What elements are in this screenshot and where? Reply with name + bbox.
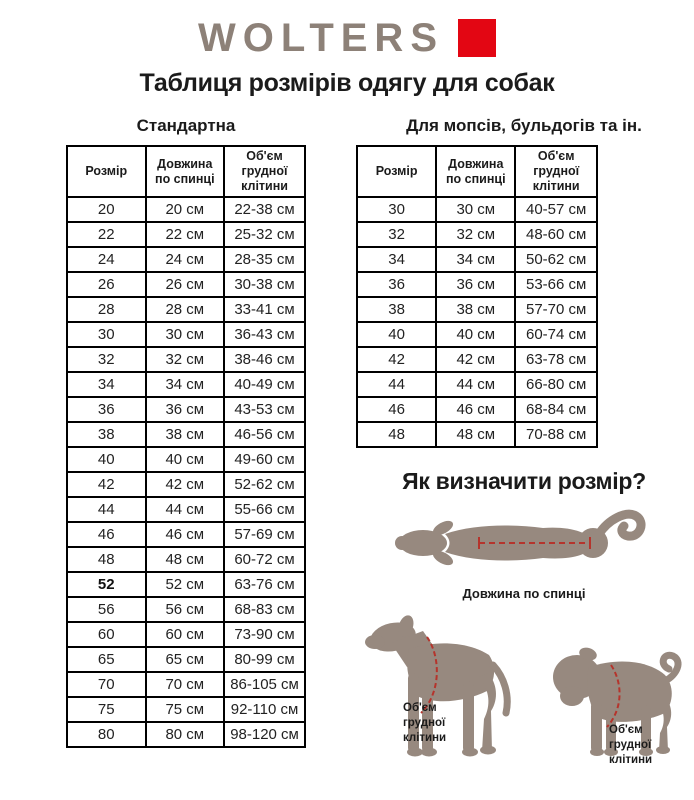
table-cell: 48: [67, 547, 146, 572]
table-row: [67, 447, 305, 472]
table-cell: 34 см: [146, 372, 225, 397]
table-cell: 42: [67, 472, 146, 497]
table-cell: 25-32 см: [224, 222, 305, 247]
table-cell: 22-38 см: [224, 197, 305, 222]
table-cell: 36-43 см: [224, 322, 305, 347]
table-row: [357, 222, 597, 247]
pugs-section: [356, 116, 692, 766]
table-cell: 28: [67, 297, 146, 322]
table-cell: 86-105 см: [224, 672, 305, 697]
table-cell: 44 см: [146, 497, 225, 522]
table-cell: 57-70 см: [515, 297, 597, 322]
table-cell: 43-53 см: [224, 397, 305, 422]
table-cell: 48: [357, 422, 436, 447]
table-cell: 40-57 см: [515, 197, 597, 222]
table-row: [67, 547, 305, 572]
table-cell: 33-41 см: [224, 297, 305, 322]
table-cell: 65: [67, 647, 146, 672]
table-cell: 28-35 см: [224, 247, 305, 272]
table-cell: 40 см: [146, 447, 225, 472]
table-row: [67, 322, 305, 347]
column-header-size: Розмір: [67, 146, 146, 197]
column-header-chest: Об'єм грудної клітини: [224, 146, 305, 197]
table-row: [67, 272, 305, 297]
brand-logo-square-icon: [458, 19, 496, 57]
table-cell: 34 см: [436, 247, 515, 272]
table-cell: 40 см: [436, 322, 515, 347]
table-cell: 40: [67, 447, 146, 472]
table-cell: 56 см: [146, 597, 225, 622]
table-cell: 28 см: [146, 297, 225, 322]
table-cell: 52 см: [146, 572, 225, 597]
back-length-figure: [388, 505, 660, 601]
table-cell: 22 см: [146, 222, 225, 247]
table-cell: 53-66 см: [515, 272, 597, 297]
table-cell: 36: [67, 397, 146, 422]
table-cell: 75: [67, 697, 146, 722]
table-row: [357, 272, 597, 297]
table-cell: 34: [357, 247, 436, 272]
table-cell: 24 см: [146, 247, 225, 272]
table-cell: 65 см: [146, 647, 225, 672]
table-cell: 32 см: [146, 347, 225, 372]
table-cell: 44: [357, 372, 436, 397]
table-cell: 32: [67, 347, 146, 372]
table-row: [67, 622, 305, 647]
table-row: [357, 297, 597, 322]
table-cell: 60-74 см: [515, 322, 597, 347]
guide-title: Як визначити розмір?: [402, 468, 646, 494]
content-columns: [0, 116, 694, 766]
table-cell: 48 см: [146, 547, 225, 572]
table-cell: 57-69 см: [224, 522, 305, 547]
table-header-row: [67, 146, 305, 197]
table-cell: 42 см: [436, 347, 515, 372]
table-cell: 30-38 см: [224, 272, 305, 297]
chest-measure-figures: [356, 611, 692, 766]
table-cell: 98-120 см: [224, 722, 305, 747]
table-row: [67, 647, 305, 672]
table-row: [67, 297, 305, 322]
brand-logo: [0, 14, 694, 62]
table-row: [67, 722, 305, 747]
standard-size-table: [66, 145, 306, 748]
table-cell: 30: [67, 322, 146, 347]
table-row: [67, 597, 305, 622]
table-cell: 34: [67, 372, 146, 397]
table-row: [67, 397, 305, 422]
table-cell: 42 см: [146, 472, 225, 497]
table-cell: 60 см: [146, 622, 225, 647]
table-cell: 60: [67, 622, 146, 647]
table-cell: 20 см: [146, 197, 225, 222]
table-row: [67, 472, 305, 497]
table-cell: 68-84 см: [515, 397, 597, 422]
table-cell: 55-66 см: [224, 497, 305, 522]
pugs-table-title: Для мопсів, бульдогів та ін.: [406, 116, 642, 135]
chest-figure-bulldog: [549, 639, 685, 766]
table-row: [67, 697, 305, 722]
standard-table-title: Стандартна: [136, 116, 236, 135]
table-cell: 38 см: [436, 297, 515, 322]
table-cell: 63-78 см: [515, 347, 597, 372]
table-cell: 70 см: [146, 672, 225, 697]
table-row: [67, 222, 305, 247]
table-cell: 38: [67, 422, 146, 447]
table-cell: 36: [357, 272, 436, 297]
table-cell: 60-72 см: [224, 547, 305, 572]
table-cell: 44: [67, 497, 146, 522]
table-cell: 49-60 см: [224, 447, 305, 472]
table-cell: 46 см: [436, 397, 515, 422]
pugs-size-table: [356, 145, 598, 448]
table-cell: 46: [357, 397, 436, 422]
table-cell: 30 см: [146, 322, 225, 347]
dog-top-view-silhouette-icon: [393, 505, 655, 579]
table-row: [67, 497, 305, 522]
table-cell: 80-99 см: [224, 647, 305, 672]
table-cell: 40: [357, 322, 436, 347]
table-row: [67, 372, 305, 397]
table-cell: 44 см: [436, 372, 515, 397]
column-header-back-length: Довжина по спинці: [146, 146, 225, 197]
column-header-chest: Об'єм грудної клітини: [515, 146, 597, 197]
table-cell: 38 см: [146, 422, 225, 447]
chest-volume-label: Об'єм грудної клітини: [403, 702, 447, 744]
table-row: [357, 397, 597, 422]
table-cell: 80 см: [146, 722, 225, 747]
table-cell: 26: [67, 272, 146, 297]
table-cell: 70: [67, 672, 146, 697]
table-row: [357, 247, 597, 272]
table-cell: 50-62 см: [515, 247, 597, 272]
table-cell: 30: [357, 197, 436, 222]
table-row: [357, 422, 597, 447]
table-cell: 38-46 см: [224, 347, 305, 372]
page-title: Таблиця розмірів одягу для собак: [139, 69, 555, 97]
table-cell: 68-83 см: [224, 597, 305, 622]
table-cell: 92-110 см: [224, 697, 305, 722]
table-row: [67, 422, 305, 447]
column-header-back-length: Довжина по спинці: [436, 146, 515, 197]
table-cell: 63-76 см: [224, 572, 305, 597]
table-cell: 46 см: [146, 522, 225, 547]
table-cell: 38: [357, 297, 436, 322]
table-cell: 24: [67, 247, 146, 272]
brand-logo-text: WOLTERS: [197, 16, 444, 60]
table-row: [357, 197, 597, 222]
table-cell: 75 см: [146, 697, 225, 722]
table-row: [67, 347, 305, 372]
table-row: [67, 197, 305, 222]
table-cell: 52-62 см: [224, 472, 305, 497]
table-row: [357, 372, 597, 397]
table-cell: 73-90 см: [224, 622, 305, 647]
table-cell: 80: [67, 722, 146, 747]
column-header-size: Розмір: [357, 146, 436, 197]
table-row: [357, 347, 597, 372]
table-cell: 46-56 см: [224, 422, 305, 447]
table-cell: 42: [357, 347, 436, 372]
chest-figure-standing-dog: [363, 611, 515, 761]
chest-volume-label: Об'єм грудної клітини: [609, 724, 653, 766]
table-row: [67, 522, 305, 547]
table-cell: 52: [67, 572, 146, 597]
table-cell: 32: [357, 222, 436, 247]
table-cell: 46: [67, 522, 146, 547]
table-cell: 32 см: [436, 222, 515, 247]
table-cell: 30 см: [436, 197, 515, 222]
back-length-label: Довжина по спинці: [462, 586, 586, 601]
table-cell: 20: [67, 197, 146, 222]
table-cell: 26 см: [146, 272, 225, 297]
table-cell: 56: [67, 597, 146, 622]
table-cell: 40-49 см: [224, 372, 305, 397]
table-row: [67, 672, 305, 697]
table-cell: 22: [67, 222, 146, 247]
table-row: [67, 572, 305, 597]
table-cell: 36 см: [436, 272, 515, 297]
table-cell: 48 см: [436, 422, 515, 447]
table-cell: 70-88 см: [515, 422, 597, 447]
table-cell: 36 см: [146, 397, 225, 422]
standard-table-section: [66, 116, 306, 761]
table-cell: 66-80 см: [515, 372, 597, 397]
table-header-row: [357, 146, 597, 197]
table-row: [67, 247, 305, 272]
table-cell: 48-60 см: [515, 222, 597, 247]
table-row: [357, 322, 597, 347]
